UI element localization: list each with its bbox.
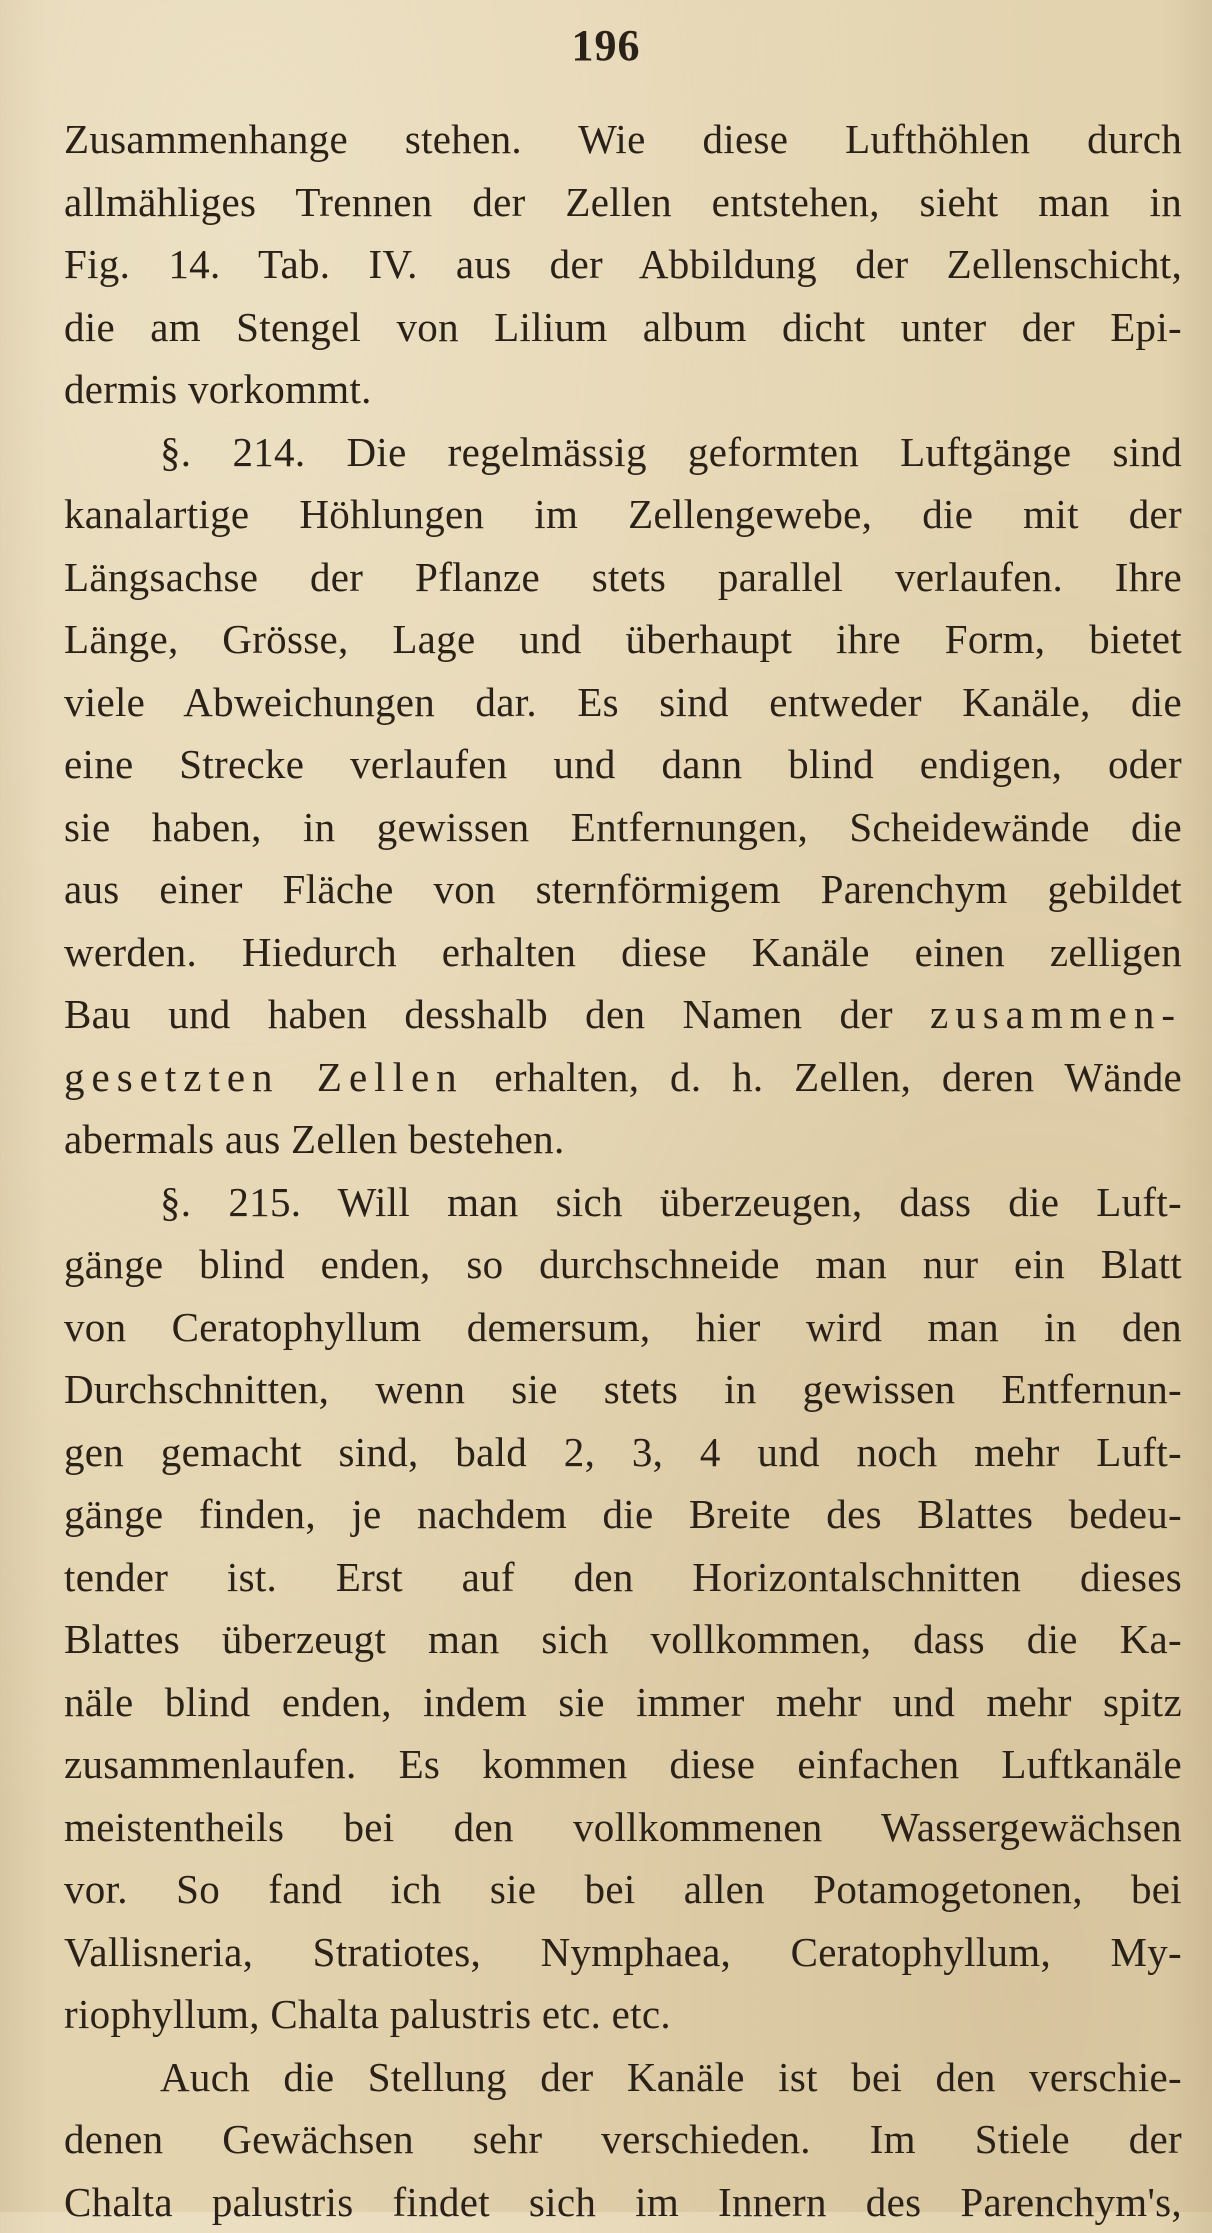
text-line: denen Gewächsen sehr verschieden. Im Stiele der bbox=[64, 2108, 1182, 2171]
text-line: eine Strecke verlaufen und dann blind endigen, oder bbox=[64, 733, 1182, 796]
body-text bbox=[64, 108, 1182, 2233]
text-line: werden. Hiedurch erhalten diese Kanäle einen zelligen bbox=[64, 921, 1182, 984]
spaced-term: gesetzten Zellen bbox=[64, 1054, 464, 1100]
text-line: die am Stengel von Lilium album dicht unter der Epi- bbox=[64, 296, 1182, 359]
paragraph-214-start: §. 214. Die regelmässig geformten Luftgänge sind bbox=[64, 421, 1182, 484]
text-line: dermis vorkommt. bbox=[64, 358, 1182, 421]
text-line: tender ist. Erst auf den Horizontalschnitten dieses bbox=[64, 1546, 1182, 1609]
text-line: Durchschnitten, wenn sie stets in gewissen Entfernun- bbox=[64, 1358, 1182, 1421]
text-line: Fig. 14. Tab. IV. aus der Abbildung der Zellenschicht, bbox=[64, 233, 1182, 296]
text-line: Chalta palustris findet sich im Innern des Parenchym's, bbox=[64, 2171, 1182, 2233]
text-line: Längsachse der Pflanze stets parallel verlaufen. Ihre bbox=[64, 546, 1182, 609]
text-line: gen gemacht sind, bald 2, 3, 4 und noch mehr Luft- bbox=[64, 1421, 1182, 1484]
text-line: sie haben, in gewissen Entfernungen, Scheidewände die bbox=[64, 796, 1182, 859]
text-line: vor. So fand ich sie bei allen Potamogetonen, bei bbox=[64, 1858, 1182, 1921]
text-line: von Ceratophyllum demersum, hier wird man in den bbox=[64, 1296, 1182, 1359]
page-number: 196 bbox=[0, 16, 1212, 76]
text-line: kanalartige Höhlungen im Zellengewebe, die mit der bbox=[64, 483, 1182, 546]
text-line: aus einer Fläche von sternförmigem Parenchym gebildet bbox=[64, 858, 1182, 921]
text-line: näle blind enden, indem sie immer mehr und mehr spitz bbox=[64, 1671, 1182, 1734]
text-segment: erhalten, d. h. Zellen, deren Wände bbox=[464, 1054, 1182, 1100]
paragraph-215-start: §. 215. Will man sich überzeugen, dass die Luft- bbox=[64, 1171, 1182, 1234]
text-line: gänge blind enden, so durchschneide man nur ein Blatt bbox=[64, 1233, 1182, 1296]
text-line: riophyllum, Chalta palustris etc. etc. bbox=[64, 1983, 1182, 2046]
paragraph-stellung-start: Auch die Stellung der Kanäle ist bei den verschie- bbox=[64, 2046, 1182, 2109]
text-line-spaced-term-start bbox=[64, 983, 1182, 1046]
text-line: allmähliges Trennen der Zellen entstehen, sieht man in bbox=[64, 171, 1182, 234]
spaced-term: zusammen- bbox=[930, 991, 1182, 1037]
text-line-spaced-term-end bbox=[64, 1046, 1182, 1109]
text-line: abermals aus Zellen bestehen. bbox=[64, 1108, 1182, 1171]
text-line: viele Abweichungen dar. Es sind entweder Kanäle, die bbox=[64, 671, 1182, 734]
text-line: Vallisneria, Stratiotes, Nymphaea, Ceratophyllum, My- bbox=[64, 1921, 1182, 1984]
text-line: Blattes überzeugt man sich vollkommen, dass die Ka- bbox=[64, 1608, 1182, 1671]
text-line: Zusammenhange stehen. Wie diese Lufthöhlen durch bbox=[64, 108, 1182, 171]
text-line: zusammenlaufen. Es kommen diese einfachen Luftkanäle bbox=[64, 1733, 1182, 1796]
text-line: Länge, Grösse, Lage und überhaupt ihre Form, bietet bbox=[64, 608, 1182, 671]
text-line: gänge finden, je nachdem die Breite des Blattes bedeu- bbox=[64, 1483, 1182, 1546]
text-segment: Bau und haben desshalb den Namen der bbox=[64, 991, 930, 1037]
text-line: meistentheils bei den vollkommenen Wassergewächsen bbox=[64, 1796, 1182, 1859]
